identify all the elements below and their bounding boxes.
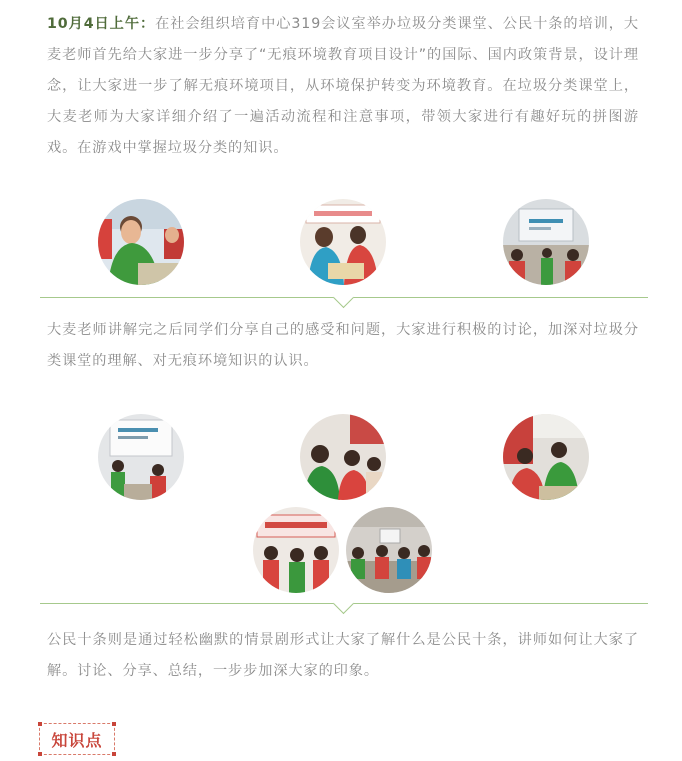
photo-presentation-screen [98,414,184,500]
photo-puzzle-game [300,199,386,285]
divider-notch [333,287,354,308]
date-label: 10月4日上午： [47,16,156,32]
photo-meeting-room [346,507,432,593]
section1-paragraph [47,9,639,164]
photo-sharing-session [503,414,589,500]
photo-banner-group [253,507,339,593]
photo-group-discussion [300,414,386,500]
section2-paragraph: 大麦老师讲解完之后同学们分享自己的感受和问题，大家进行积极的讨论，加深对垃圾分类课堂的理解、对无痕环境知识的认识。 [47,322,639,369]
photo-classroom-projector [503,199,589,285]
photo-teacher-speaking [98,199,184,285]
section3-paragraph: 公民十条则是通过轻松幽默的情景剧形式让大家了解什么是公民十条，讲师如何让大家了解。讨论、分享、总结，一步步加深大家的印象。 [47,632,639,679]
knowledge-point-label: 知识点 [51,730,103,750]
divider-notch [333,593,354,614]
knowledge-point-heading [39,723,115,755]
section1-text: 在社会组织培育中心319会议室举办垃圾分类课堂、公民十条的培训，大麦老师首先给大家进一步分享了“无痕环境教育项目设计”的国际、国内政策背景，设计理念，让大家进一步了解无痕环境项目，从环境保护转变为环境教育。在垃圾分类课堂上，大麦老师为大家详细介绍了一遍活动流程和注意事项，带领大家进行有趣好玩的拼图游戏。在游戏中掌握垃圾分类的知识。 [47,16,639,156]
